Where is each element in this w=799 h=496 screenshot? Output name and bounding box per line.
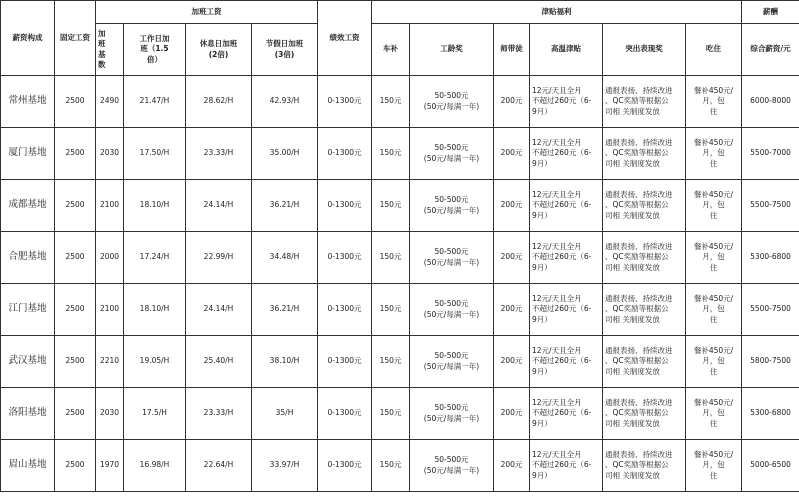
- cell-seniority: 50-500元 (50元/每满一年): [410, 336, 494, 388]
- cell-total: 5500-7500: [742, 180, 799, 232]
- cell-transport: 150元: [372, 336, 410, 388]
- cell-fixed: 2500: [55, 76, 96, 128]
- cell-holiday: 35/H: [252, 388, 318, 440]
- cell-performance: 0-1300元: [318, 180, 372, 232]
- cell-performance: 0-1300元: [318, 440, 372, 492]
- header-row-columns: [1, 24, 799, 76]
- cell-heat: 12元/天且全月 不超过260元（6- 9月）: [530, 128, 603, 180]
- table-row: [1, 440, 799, 492]
- header-row-groups: [1, 1, 799, 24]
- cell-mentor: 200元: [494, 232, 530, 284]
- table-row: [1, 232, 799, 284]
- cell-fixed: 2500: [55, 128, 96, 180]
- cell-total: 5000-6500: [742, 440, 799, 492]
- cell-total: 5300-6800: [742, 388, 799, 440]
- cell-performance: 0-1300元: [318, 336, 372, 388]
- table-row: [1, 388, 799, 440]
- header-base: 薪资构成: [1, 1, 55, 76]
- cell-performance: 0-1300元: [318, 232, 372, 284]
- cell-fixed: 2500: [55, 440, 96, 492]
- cell-mentor: 200元: [494, 336, 530, 388]
- header-workday: 工作日加 班（1.5 倍）: [124, 24, 186, 76]
- cell-fixed: 2500: [55, 388, 96, 440]
- cell-mentor: 200元: [494, 388, 530, 440]
- cell-outstanding: 通报表扬、持续改进 、QC奖励等根据公 司相 关制度发放: [603, 440, 686, 492]
- cell-transport: 150元: [372, 440, 410, 492]
- cell-mentor: 200元: [494, 128, 530, 180]
- cell-restday: 24.14/H: [186, 284, 252, 336]
- header-meals: 吃住: [686, 24, 742, 76]
- cell-base: 合肥基地: [1, 232, 55, 284]
- cell-heat: 12元/天且全月 不超过260元（6- 9月）: [530, 388, 603, 440]
- cell-mentor: 200元: [494, 440, 530, 492]
- cell-total: 5500-7500: [742, 284, 799, 336]
- cell-transport: 150元: [372, 180, 410, 232]
- header-transport: 车补: [372, 24, 410, 76]
- cell-base: 武汉基地: [1, 336, 55, 388]
- header-overtime-hours: 加 班 基 数: [96, 24, 124, 76]
- cell-restday: 25.40/H: [186, 336, 252, 388]
- cell-workday: 17.50/H: [124, 128, 186, 180]
- header-mentor: 师带徒: [494, 24, 530, 76]
- cell-base: 成都基地: [1, 180, 55, 232]
- cell-seniority: 50-500元 (50元/每满一年): [410, 232, 494, 284]
- cell-workday: 21.47/H: [124, 76, 186, 128]
- cell-workday: 16.98/H: [124, 440, 186, 492]
- header-outstanding: 突出表现奖: [603, 24, 686, 76]
- cell-mentor: 200元: [494, 284, 530, 336]
- cell-hours: 2490: [96, 76, 124, 128]
- cell-performance: 0-1300元: [318, 128, 372, 180]
- cell-workday: 17.24/H: [124, 232, 186, 284]
- cell-performance: 0-1300元: [318, 388, 372, 440]
- cell-workday: 17.5/H: [124, 388, 186, 440]
- cell-hours: 2030: [96, 388, 124, 440]
- cell-base: 洛阳基地: [1, 388, 55, 440]
- cell-hours: 2100: [96, 180, 124, 232]
- cell-meals: 餐补450元/ 月，包 住: [686, 388, 742, 440]
- cell-meals: 餐补450元/ 月，包 住: [686, 180, 742, 232]
- cell-outstanding: 通报表扬、持续改进 、QC奖励等根据公 司相 关制度发放: [603, 128, 686, 180]
- header-holiday: 节假日加班 (3倍): [252, 24, 318, 76]
- header-performance: 绩效工资: [318, 1, 372, 76]
- cell-workday: 18.10/H: [124, 284, 186, 336]
- cell-transport: 150元: [372, 388, 410, 440]
- cell-seniority: 50-500元 (50元/每满一年): [410, 76, 494, 128]
- header-restday: 休息日加班 (2倍): [186, 24, 252, 76]
- cell-heat: 12元/天且全月 不超过260元（6- 9月）: [530, 232, 603, 284]
- cell-base: 常州基地: [1, 76, 55, 128]
- cell-base: 厦门基地: [1, 128, 55, 180]
- cell-base: 江门基地: [1, 284, 55, 336]
- cell-holiday: 38.10/H: [252, 336, 318, 388]
- cell-performance: 0-1300元: [318, 76, 372, 128]
- cell-heat: 12元/天且全月 不超过260元（6- 9月）: [530, 180, 603, 232]
- header-heat: 高温津贴: [530, 24, 603, 76]
- cell-total: 6000-8000: [742, 76, 799, 128]
- cell-outstanding: 通报表扬、持续改进 、QC奖励等根据公 司相 关制度发放: [603, 232, 686, 284]
- cell-holiday: 42.93/H: [252, 76, 318, 128]
- cell-hours: 2210: [96, 336, 124, 388]
- cell-heat: 12元/天且全月 不超过260元（6- 9月）: [530, 440, 603, 492]
- cell-seniority: 50-500元 (50元/每满一年): [410, 180, 494, 232]
- cell-seniority: 50-500元 (50元/每满一年): [410, 388, 494, 440]
- cell-base: 眉山基地: [1, 440, 55, 492]
- cell-workday: 19.05/H: [124, 336, 186, 388]
- cell-restday: 22.64/H: [186, 440, 252, 492]
- cell-restday: 28.62/H: [186, 76, 252, 128]
- cell-holiday: 33.97/H: [252, 440, 318, 492]
- cell-holiday: 36.21/H: [252, 284, 318, 336]
- cell-meals: 餐补450元/ 月，包 住: [686, 336, 742, 388]
- header-allowance-group: 津贴福利: [372, 1, 742, 24]
- cell-fixed: 2500: [55, 336, 96, 388]
- header-fixed: 固定工资: [55, 1, 96, 76]
- cell-meals: 餐补450元/ 月，包 住: [686, 440, 742, 492]
- table-row: [1, 284, 799, 336]
- cell-restday: 23.33/H: [186, 388, 252, 440]
- cell-outstanding: 通报表扬、持续改进 、QC奖励等根据公 司相 关制度发放: [603, 76, 686, 128]
- cell-seniority: 50-500元 (50元/每满一年): [410, 128, 494, 180]
- cell-heat: 12元/天且全月 不超过260元（6- 9月）: [530, 336, 603, 388]
- cell-fixed: 2500: [55, 180, 96, 232]
- header-seniority: 工龄奖: [410, 24, 494, 76]
- cell-hours: 2030: [96, 128, 124, 180]
- cell-outstanding: 通报表扬、持续改进 、QC奖励等根据公 司相 关制度发放: [603, 180, 686, 232]
- table-row: [1, 76, 799, 128]
- cell-seniority: 50-500元 (50元/每满一年): [410, 284, 494, 336]
- cell-restday: 24.14/H: [186, 180, 252, 232]
- cell-holiday: 36.21/H: [252, 180, 318, 232]
- cell-transport: 150元: [372, 284, 410, 336]
- cell-heat: 12元/天且全月 不超过260元（6- 9月）: [530, 76, 603, 128]
- cell-holiday: 35.00/H: [252, 128, 318, 180]
- cell-outstanding: 通报表扬、持续改进 、QC奖励等根据公 司相 关制度发放: [603, 284, 686, 336]
- cell-outstanding: 通报表扬、持续改进 、QC奖励等根据公 司相 关制度发放: [603, 388, 686, 440]
- table-row: [1, 128, 799, 180]
- table-row: [1, 336, 799, 388]
- header-overtime-group: 加班工资: [96, 1, 318, 24]
- cell-mentor: 200元: [494, 76, 530, 128]
- cell-restday: 23.33/H: [186, 128, 252, 180]
- cell-meals: 餐补450元/ 月，包 住: [686, 232, 742, 284]
- table-row: [1, 180, 799, 232]
- cell-outstanding: 通报表扬、持续改进 、QC奖励等根据公 司相 关制度发放: [603, 336, 686, 388]
- cell-total: 5800-7500: [742, 336, 799, 388]
- cell-total: 5500-7000: [742, 128, 799, 180]
- cell-transport: 150元: [372, 128, 410, 180]
- cell-fixed: 2500: [55, 232, 96, 284]
- header-total: 综合薪资/元: [742, 24, 799, 76]
- cell-restday: 22.99/H: [186, 232, 252, 284]
- cell-hours: 2100: [96, 284, 124, 336]
- cell-mentor: 200元: [494, 180, 530, 232]
- cell-performance: 0-1300元: [318, 284, 372, 336]
- cell-transport: 150元: [372, 232, 410, 284]
- cell-holiday: 34.48/H: [252, 232, 318, 284]
- cell-total: 5300-6800: [742, 232, 799, 284]
- cell-meals: 餐补450元/ 月，包 住: [686, 76, 742, 128]
- cell-seniority: 50-500元 (50元/每满一年): [410, 440, 494, 492]
- cell-hours: 2000: [96, 232, 124, 284]
- cell-meals: 餐补450元/ 月，包 住: [686, 128, 742, 180]
- cell-workday: 18.10/H: [124, 180, 186, 232]
- cell-hours: 1970: [96, 440, 124, 492]
- cell-meals: 餐补450元/ 月，包 住: [686, 284, 742, 336]
- cell-heat: 12元/天且全月 不超过260元（6- 9月）: [530, 284, 603, 336]
- cell-fixed: 2500: [55, 284, 96, 336]
- header-compensation-group: 薪酬: [742, 1, 799, 24]
- cell-transport: 150元: [372, 76, 410, 128]
